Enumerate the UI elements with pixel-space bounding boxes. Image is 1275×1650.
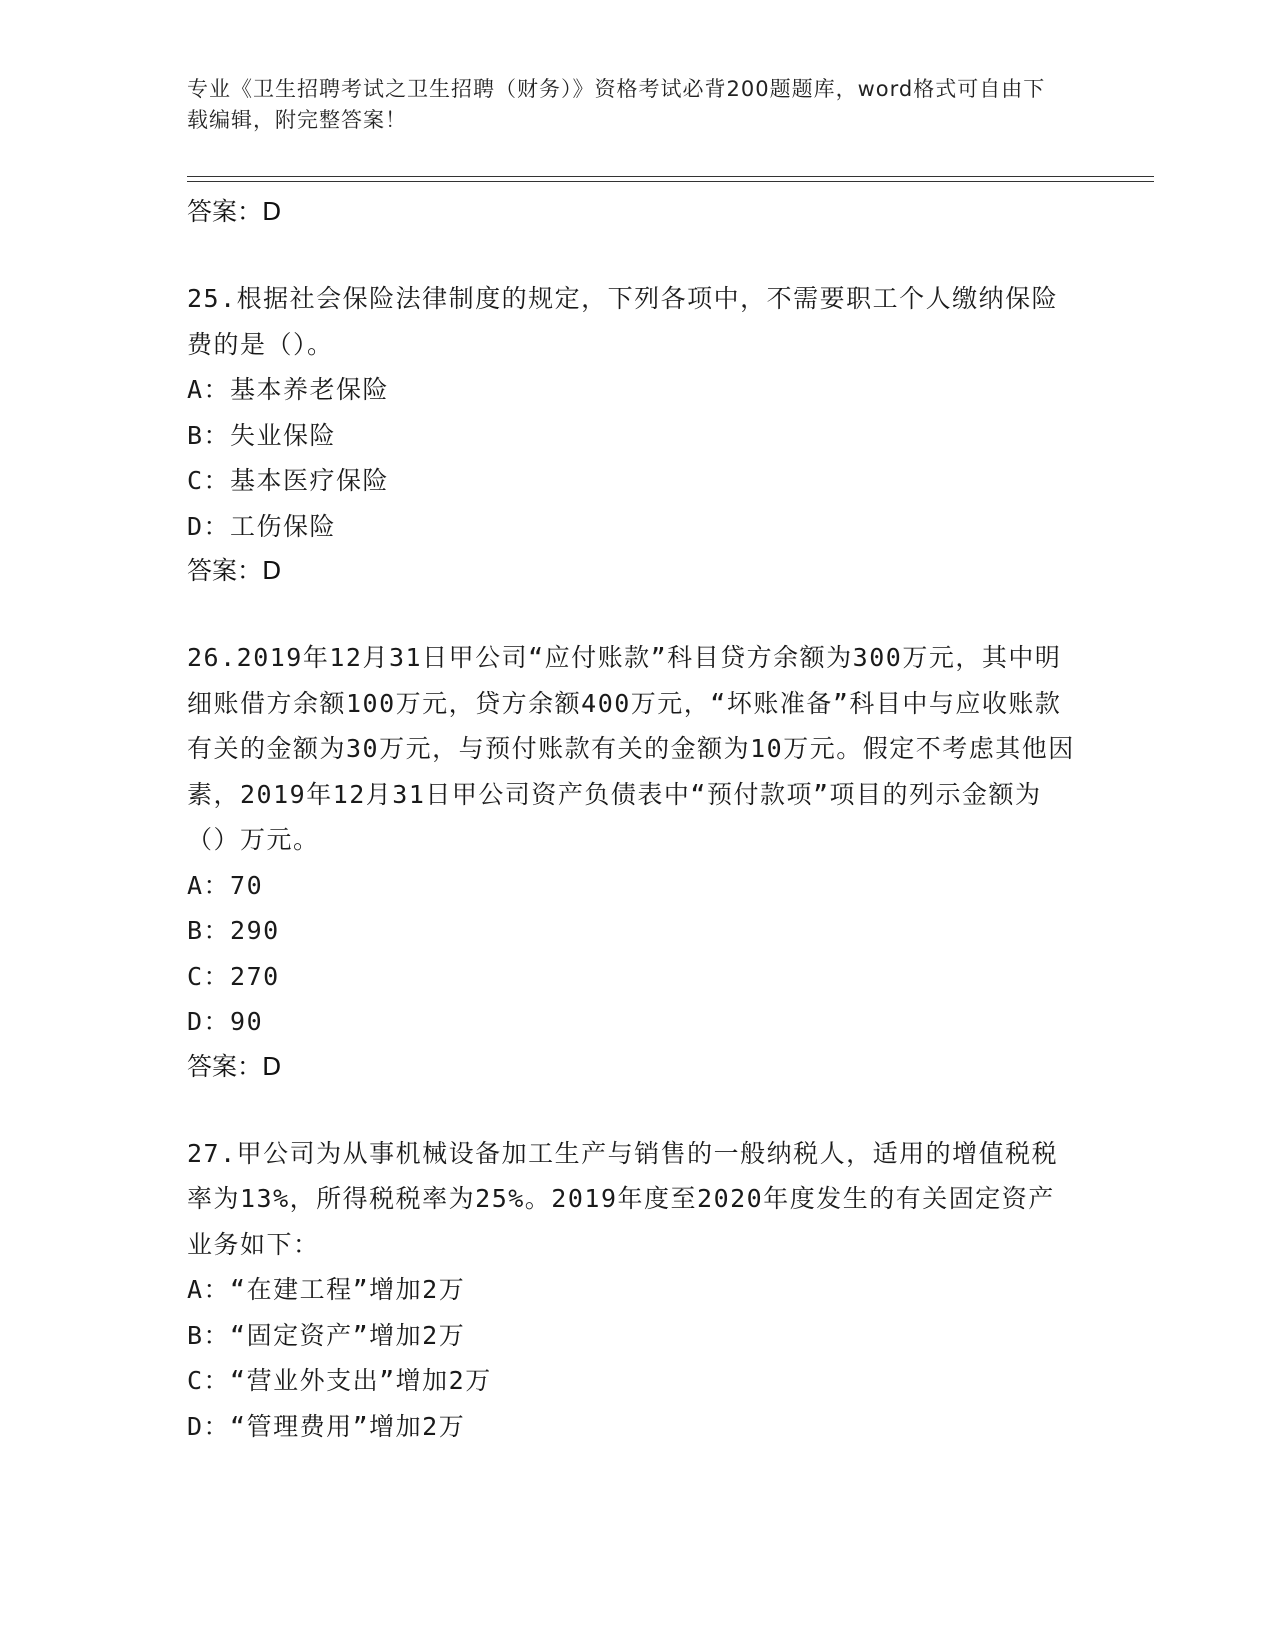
question-list (187, 190, 1077, 1449)
option-b: B：失业保险 (187, 420, 337, 450)
option-a: A：基本养老保险 (187, 375, 390, 404)
question-stem: 27.甲公司为从事机械设备加工生产与销售的一般纳税人，适用的增值税税率为13%，所得税税率为25%。2019年度至2020年度发生的有关固定资产业务如下： (187, 1138, 1059, 1259)
answer-line: 答案：D (187, 197, 282, 226)
answer-line: 答案：D (187, 556, 282, 585)
option-c: C：270 (187, 961, 280, 991)
option-d: D：工伤保险 (187, 511, 337, 541)
option-a: A：70 (187, 870, 264, 900)
question-item (187, 1131, 1077, 1450)
header-title: 专业《卫生招聘考试之卫生招聘（财务）》资格考试必背200题题库，word格式可自由下载编辑，附完整答案！ (187, 77, 1046, 132)
question-item (187, 276, 1077, 593)
question-stem: 25.根据社会保险法律制度的规定，下列各项中，不需要职工个人缴纳保险费的是（）。 (187, 284, 1059, 359)
question-item (187, 635, 1077, 1089)
option-c: C：“营业外支出”增加2万 (187, 1366, 492, 1395)
option-b: B：290 (187, 916, 280, 945)
document-header (187, 74, 1067, 136)
option-a: A：“在建工程”增加2万 (187, 1275, 466, 1304)
question-stem: 26.2019年12月31日甲公司“应付账款”科目贷方余额为300万元，其中明细账借方余额100万元，贷方余额400万元，“坏账准备”科目中与应收账款有关的金额为30万元，与预付账款有关的金额为10万元。假定不考虑其他因素，2019年12月31日甲公司资产负债表中“预付款项”项目的列示金额为（）万元。 (187, 643, 1075, 854)
header-divider (187, 176, 1154, 182)
option-b: B：“固定资产”增加2万 (187, 1320, 466, 1350)
option-c: C：基本医疗保险 (187, 466, 390, 495)
answer-line: 答案：D (187, 1051, 282, 1081)
option-d: D：90 (187, 1007, 264, 1036)
option-d: D：“管理费用”增加2万 (187, 1411, 466, 1441)
